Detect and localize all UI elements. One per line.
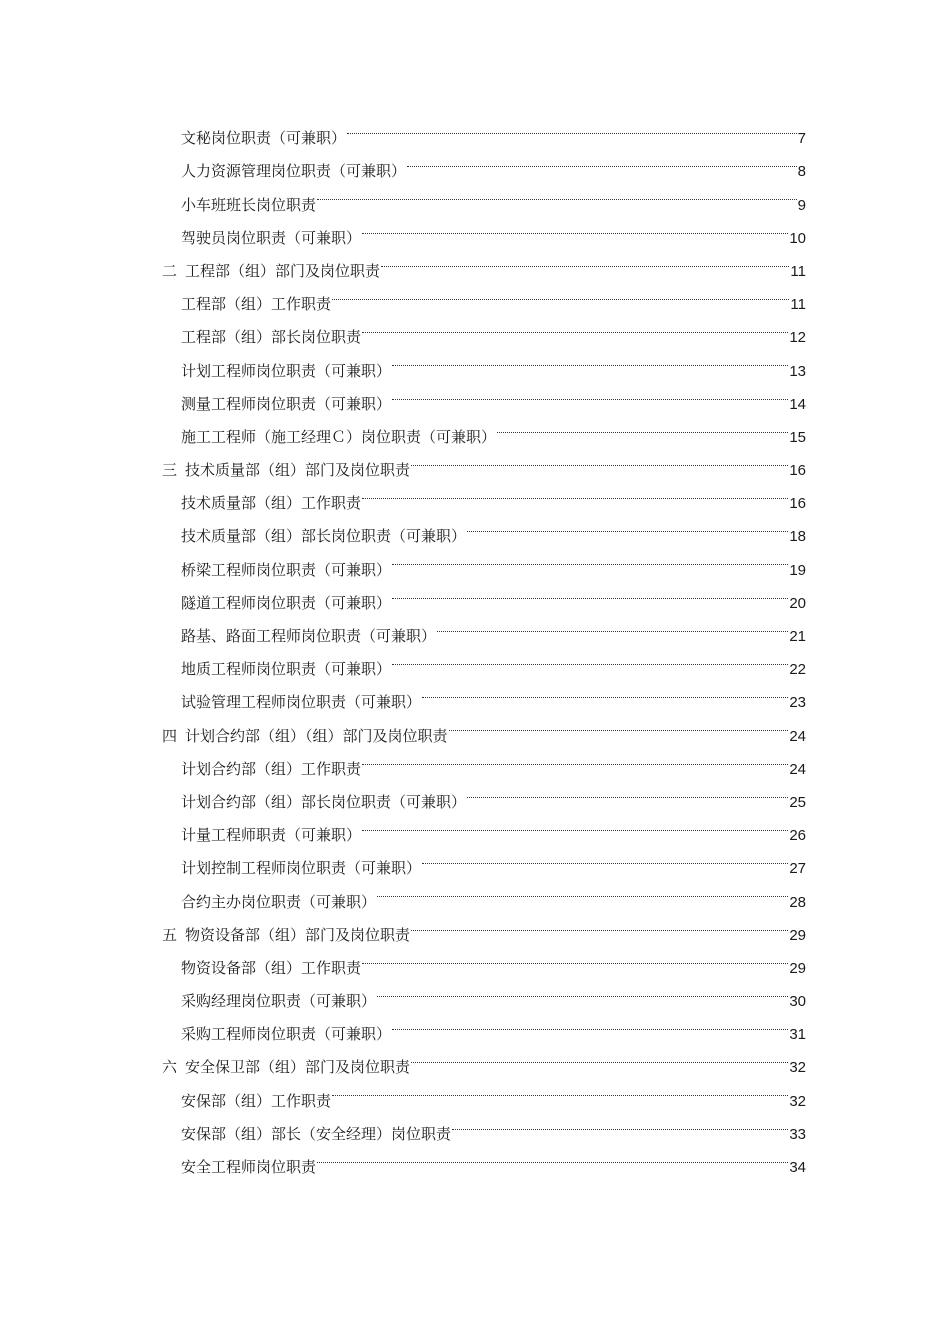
toc-dot-leader xyxy=(362,309,788,342)
toc-section-number: 四 xyxy=(162,726,178,745)
toc-entry-title: 工程部（组）部门及岗位职责 xyxy=(185,261,381,280)
toc-entry-title: 计划合约部（组）工作职责 xyxy=(181,759,362,778)
toc-entry-title: 物资设备部（组）工作职责 xyxy=(181,958,362,977)
toc-section-number: 二 xyxy=(162,261,178,280)
toc-entry-title: 计划合约部（组）部长岗位职责（可兼职） xyxy=(181,792,467,811)
table-of-contents xyxy=(162,110,806,1176)
toc-dot-leader xyxy=(449,707,789,740)
toc-dot-leader xyxy=(377,973,788,1006)
toc-page-number: 20 xyxy=(789,594,806,612)
toc-entry-title: 技术质量部（组）工作职责 xyxy=(181,494,362,513)
toc-entry-title: 驾驶员岗位职责（可兼职） xyxy=(181,228,362,247)
toc-dot-leader xyxy=(497,409,788,442)
toc-entry-title: 地质工程师岗位职责（可兼职） xyxy=(181,660,392,679)
toc-page-number: 11 xyxy=(790,262,806,280)
toc-dot-leader xyxy=(362,741,788,774)
toc-page-number: 32 xyxy=(789,1092,806,1110)
toc-page-number: 22 xyxy=(789,661,806,679)
toc-page-number: 24 xyxy=(789,760,806,778)
toc-page-number: 9 xyxy=(797,196,806,214)
toc-dot-leader xyxy=(317,1139,788,1172)
toc-entry[interactable] xyxy=(162,110,806,148)
toc-entry-title: 小车班班长岗位职责 xyxy=(181,195,317,214)
toc-entry-title: 测量工程师岗位职责（可兼职） xyxy=(181,394,392,413)
toc-dot-leader xyxy=(392,641,788,674)
toc-page-number: 27 xyxy=(789,860,806,878)
toc-page-number: 15 xyxy=(789,428,806,446)
toc-dot-leader xyxy=(422,840,788,873)
toc-page-number: 12 xyxy=(789,329,806,347)
toc-entry-title: 工程部（组）部长岗位职责 xyxy=(181,328,362,347)
toc-entry-title: 技术质量部（组）部门及岗位职责 xyxy=(185,461,411,480)
toc-dot-leader xyxy=(362,807,788,840)
toc-dot-leader xyxy=(317,176,797,209)
toc-page-number: 32 xyxy=(789,1059,806,1077)
toc-dot-leader xyxy=(362,940,788,973)
toc-page-number: 28 xyxy=(789,893,806,911)
toc-page-number: 7 xyxy=(797,130,806,148)
toc-dot-leader xyxy=(377,873,788,906)
toc-dot-leader xyxy=(392,376,788,409)
toc-dot-leader xyxy=(411,442,788,475)
toc-entry-title: 计划控制工程师岗位职责（可兼职） xyxy=(181,859,422,878)
toc-section-number: 六 xyxy=(162,1058,178,1077)
toc-entry-title: 桥梁工程师岗位职责（可兼职） xyxy=(181,560,392,579)
toc-dot-leader xyxy=(392,1006,788,1039)
toc-dot-leader xyxy=(467,508,788,541)
toc-section-number: 三 xyxy=(162,461,178,480)
toc-page-number: 18 xyxy=(789,528,806,546)
toc-dot-leader xyxy=(392,541,788,574)
toc-entry-title: 计量工程师职责（可兼职） xyxy=(181,826,362,845)
toc-dot-leader xyxy=(437,608,788,641)
toc-entry-title: 安保部（组）工作职责 xyxy=(181,1091,332,1110)
toc-entry-title: 合约主办岗位职责（可兼职） xyxy=(181,892,377,911)
toc-dot-leader xyxy=(392,575,788,608)
toc-entry-title: 采购工程师岗位职责（可兼职） xyxy=(181,1025,392,1044)
toc-entry-title: 计划工程师岗位职责（可兼职） xyxy=(181,361,392,380)
toc-section-number: 五 xyxy=(162,925,178,944)
toc-dot-leader xyxy=(347,110,797,143)
toc-page-number: 8 xyxy=(797,163,806,181)
toc-entry-title: 工程部（组）工作职责 xyxy=(181,295,332,314)
toc-page-number: 13 xyxy=(789,362,806,380)
toc-entry-title: 采购经理岗位职责（可兼职） xyxy=(181,992,377,1011)
toc-entry-title: 人力资源管理岗位职责（可兼职） xyxy=(181,162,407,181)
toc-entry-title: 文秘岗位职责（可兼职） xyxy=(181,129,347,148)
toc-page-number: 23 xyxy=(789,694,806,712)
toc-entry-title: 技术质量部（组）部长岗位职责（可兼职） xyxy=(181,527,467,546)
toc-page-number: 34 xyxy=(789,1159,806,1176)
toc-entry-title: 计划合约部（组）（组）部门及岗位职责 xyxy=(185,726,448,745)
toc-entry-title: 安全工程师岗位职责 xyxy=(181,1158,317,1176)
toc-page-number: 29 xyxy=(789,959,806,977)
toc-entry-title: 物资设备部（组）部门及岗位职责 xyxy=(185,925,411,944)
toc-entry-title: 施工工程师（施工经理Ｃ）岗位职责（可兼职） xyxy=(181,427,497,446)
toc-entry-title: 安保部（组）部长（安全经理）岗位职责 xyxy=(181,1124,452,1143)
toc-page-number: 11 xyxy=(790,296,806,314)
toc-page-number: 30 xyxy=(789,993,806,1011)
toc-dot-leader xyxy=(332,1072,788,1105)
toc-dot-leader xyxy=(332,276,789,309)
toc-page-number: 31 xyxy=(789,1026,806,1044)
toc-dot-leader xyxy=(452,1106,788,1139)
toc-entry-title: 试验管理工程师岗位职责（可兼职） xyxy=(181,693,422,712)
toc-page-number: 33 xyxy=(789,1125,806,1143)
toc-page-number: 26 xyxy=(789,827,806,845)
toc-entry-title: 路基、路面工程师岗位职责（可兼职） xyxy=(181,627,437,645)
toc-dot-leader xyxy=(467,774,788,807)
toc-dot-leader xyxy=(362,210,788,243)
toc-page-number: 14 xyxy=(789,395,806,413)
toc-page-number: 21 xyxy=(789,628,806,645)
toc-page-number: 10 xyxy=(789,229,806,247)
toc-dot-leader xyxy=(392,342,788,375)
toc-page-number: 16 xyxy=(789,495,806,513)
toc-dot-leader xyxy=(362,475,788,508)
toc-page-number: 25 xyxy=(789,793,806,811)
toc-entry-title: 安全保卫部（组）部门及岗位职责 xyxy=(185,1058,411,1077)
toc-page-number: 16 xyxy=(789,462,806,480)
toc-dot-leader xyxy=(411,1039,788,1072)
toc-page-number: 19 xyxy=(789,561,806,579)
toc-dot-leader xyxy=(411,907,788,940)
toc-page-number: 29 xyxy=(789,926,806,944)
toc-dot-leader xyxy=(407,143,797,176)
toc-dot-leader xyxy=(381,243,789,276)
toc-entry-title: 隧道工程师岗位职责（可兼职） xyxy=(181,593,392,612)
toc-page-number: 24 xyxy=(789,727,806,745)
toc-dot-leader xyxy=(422,674,788,707)
